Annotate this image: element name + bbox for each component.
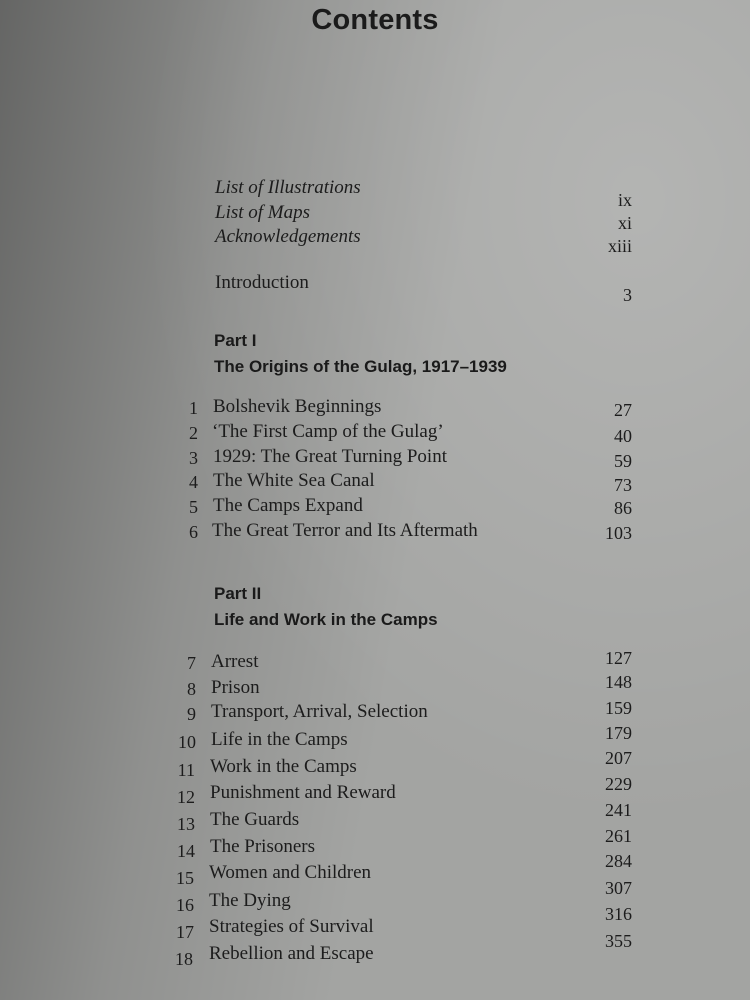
chapter-number: 5 <box>189 497 198 517</box>
toc-entry-introduction: Introduction <box>215 272 309 293</box>
chapter-title: Life in the Camps <box>211 729 348 750</box>
part-2-label: Part II <box>214 584 262 603</box>
chapter-number: 3 <box>189 448 198 468</box>
chapter-title: Rebellion and Escape <box>209 943 374 964</box>
toc-page-maps: xi <box>617 213 632 233</box>
chapter-number: 18 <box>175 949 193 969</box>
chapter-title: ‘The First Camp of the Gulag’ <box>212 421 444 442</box>
chapter-title: The Prisoners <box>210 836 316 857</box>
chapter-page: 355 <box>605 931 632 951</box>
chapter-number: 4 <box>189 472 198 492</box>
chapter-page: 241 <box>605 800 632 820</box>
chapter-number: 1 <box>189 398 198 418</box>
chapter-title: Bolshevik Beginnings <box>213 396 382 417</box>
part-2-title: Life and Work in the Camps <box>214 610 438 629</box>
toc-entry-acknowledgements: Acknowledgements <box>215 226 361 247</box>
toc-page-introduction: 3 <box>623 285 632 305</box>
chapter-number: 13 <box>177 814 195 834</box>
chapter-page: 59 <box>614 451 632 471</box>
chapter-number: 12 <box>177 787 195 807</box>
chapter-title: Strategies of Survival <box>209 916 374 937</box>
chapter-number: 6 <box>189 522 198 542</box>
chapter-page: 73 <box>614 475 632 495</box>
toc-entry-illustrations: List of Illustrations <box>215 177 361 198</box>
chapter-title: Punishment and Reward <box>210 782 396 803</box>
chapter-page: 148 <box>605 672 632 692</box>
chapter-title: Work in the Camps <box>210 756 357 777</box>
chapter-page: 159 <box>605 698 632 718</box>
chapter-title: The Camps Expand <box>213 495 363 516</box>
toc-page-illustrations: ix <box>617 190 632 210</box>
chapter-page: 179 <box>605 723 632 743</box>
chapter-number: 8 <box>187 679 196 699</box>
chapter-number: 9 <box>187 704 196 724</box>
chapter-page: 316 <box>605 904 632 924</box>
chapter-number: 16 <box>176 895 194 915</box>
chapter-title: The Dying <box>209 890 291 911</box>
chapter-title: The Guards <box>210 809 300 830</box>
chapter-number: 14 <box>177 841 195 861</box>
chapter-title: Transport, Arrival, Selection <box>211 701 428 722</box>
part-1-label: Part I <box>214 331 257 350</box>
chapter-title: Prison <box>211 677 260 698</box>
toc-entry-maps: List of Maps <box>215 202 311 223</box>
chapter-title: The White Sea Canal <box>213 470 375 491</box>
chapter-title: The Great Terror and Its Aftermath <box>212 520 478 541</box>
chapter-title: Arrest <box>211 651 259 672</box>
chapter-page: 103 <box>605 523 632 543</box>
chapter-number: 15 <box>176 868 194 888</box>
page-title: Contents <box>311 4 439 36</box>
chapter-title: Women and Children <box>209 862 372 883</box>
chapter-number: 7 <box>187 653 196 673</box>
chapter-page: 261 <box>605 826 632 846</box>
chapter-number: 17 <box>176 922 194 942</box>
toc-page-acknowledgements: xiii <box>607 236 632 256</box>
chapter-page: 27 <box>614 400 632 420</box>
chapter-number: 11 <box>177 760 195 780</box>
chapter-page: 127 <box>605 648 632 668</box>
chapter-page: 86 <box>614 498 632 518</box>
chapter-number: 2 <box>189 423 198 443</box>
chapter-page: 229 <box>605 774 632 794</box>
chapter-title: 1929: The Great Turning Point <box>213 446 447 467</box>
chapter-page: 284 <box>605 851 632 871</box>
chapter-number: 10 <box>178 732 196 752</box>
chapter-page: 40 <box>614 426 632 446</box>
chapter-page: 207 <box>605 748 632 768</box>
chapter-page: 307 <box>605 878 632 898</box>
part-1-title: The Origins of the Gulag, 1917–1939 <box>214 357 507 376</box>
